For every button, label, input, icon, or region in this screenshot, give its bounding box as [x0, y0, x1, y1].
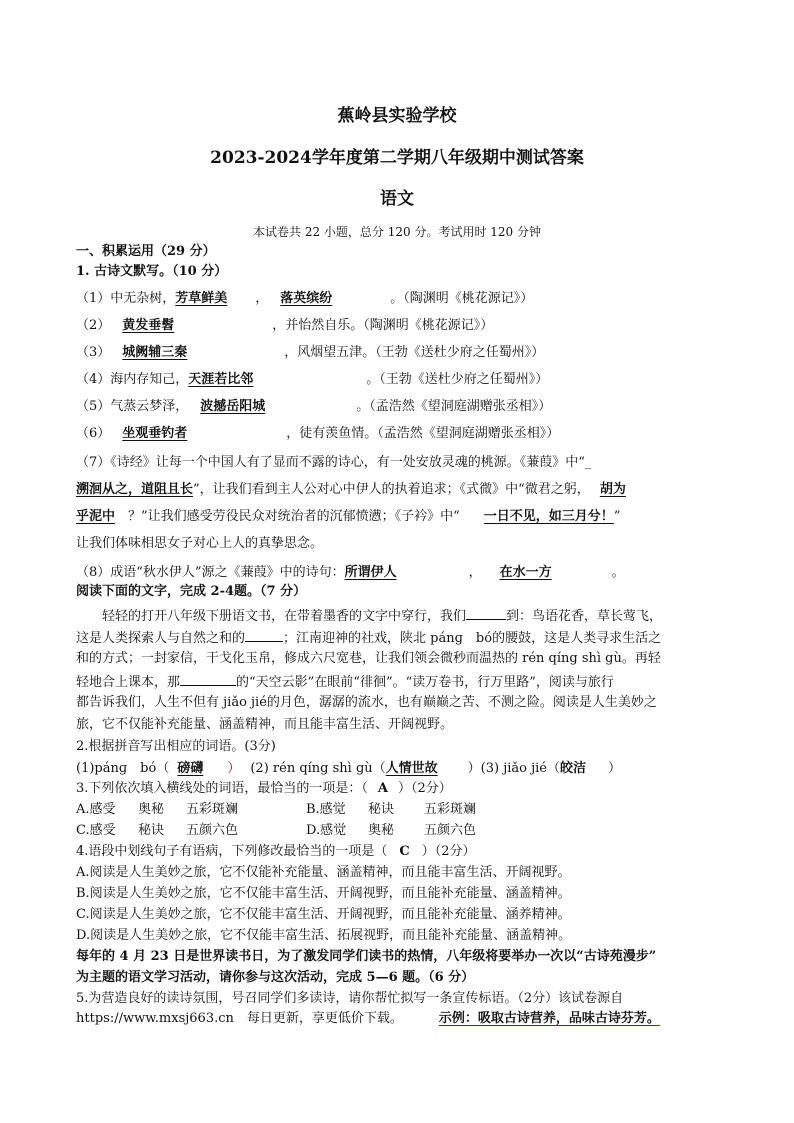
- answer: 波撼岳阳城: [200, 399, 266, 414]
- q5-title: 5.为营造良好的读诗氛围，号召同学们多读诗，请你帮忙拟写一条宣传标语。（2分）该试卷源自: [76, 991, 624, 1006]
- reading-para-line6: 旅，它不仅能补充能量、涵盖精神，而且能丰富生活、开阔视野。: [76, 717, 454, 732]
- q2-answers: (1)pánɡ bó（ 磅礴 ） (2) rén qíng shì gù（人情世故 ）(3) jiǎo jié（皎洁 ）: [76, 761, 621, 776]
- answer: 芳草鲜美: [175, 291, 228, 306]
- reading-para-line5: 都告诉我们，人生不但有 jiǎo jié的月色，潺潺的流水，也有巅巅之苦、不测之险。阅读是人生美妙之: [76, 695, 657, 710]
- q1-item-1: （1）中无杂树，芳草鲜美 ， 落英缤纷 。（陶渊明《桃花源记》）: [76, 289, 736, 309]
- q4-option-b: B.阅读是人生美妙之旅，它不仅能丰富生活、开阔视野，而且能补充能量、涵盖精神。: [76, 886, 571, 901]
- answer: 示例：吸取古诗营养，品味古诗芬芳。: [438, 1011, 660, 1026]
- q4-option-c: C.阅读是人生美妙之旅，它不仅能丰富生活、开阔视野，而且能补充能量、涵养精神。: [76, 907, 571, 922]
- answer: 坐观垂钓者: [122, 426, 188, 441]
- q1-item-7-line3: 乎泥中 ？”让我们感受劳役民众对统治者的沉郁愤懑；《子衿》中“ 一日不见，如三月兮！”: [76, 509, 621, 524]
- subject-title: 语文: [380, 189, 414, 209]
- school-title: 蕉岭县实验学校: [337, 106, 457, 126]
- q1-title: 1. 古诗文默写。（10 分）: [76, 264, 228, 279]
- answer: 天涯若比邻: [188, 372, 254, 387]
- q4-option-d: D.阅读是人生美妙之旅，它不仅能丰富生活、拓展视野，而且能补充能量、涵盖精神。: [76, 928, 572, 943]
- q3-options-row1: A.感受 奥秘 五彩斑斓 B.感觉 秘诀 五彩斑斓: [76, 802, 477, 817]
- activity-intro-2: 为主题的语文学习活动，请你参与这次活动，完成 5—6 题。（6 分）: [76, 970, 475, 985]
- answer: 所谓伊人: [344, 565, 397, 580]
- q3-options-row2: C.感受 秘诀 五颜六色 D.感觉 奥秘 五颜六色: [76, 823, 477, 838]
- exam-note: 本试卷共 22 小题，总分 120 分。考试用时 120 分钟: [253, 225, 541, 239]
- q5-answer-line: https://www.mxsj663.cn 每日更新，享更低价下载。 示例：吸取古诗营养，品味古诗芬芳。: [76, 1011, 660, 1026]
- reading-para-line3: 和的方式；一封家信，干戈化玉帛，修成六尺宽巷，让我们领会微秒而温热的 rén qíng shì gù。再轻: [76, 651, 661, 666]
- answer: 黄发垂髫: [122, 318, 175, 333]
- q1-item-7-line4: 让我们体味相思女子对心上人的真挚思念。: [76, 536, 324, 551]
- q1-item-7-line2: 溯洄从之，道阻且长”，让我们看到主人公对心中伊人的执着追求；《式微》中“微君之躬， 胡为: [76, 482, 626, 497]
- section1-title: 一、积累运用（29 分）: [76, 244, 216, 259]
- q1-item-7-line1: （7）《诗经》让每一个中国人有了显而不露的诗心，有一处安放灵魂的桃源。《蒹葭》中“_: [76, 455, 592, 470]
- q4-title: 4.语段中划线句子有语病，下列修改最恰当的一项是（ C ）（2分）: [76, 844, 476, 859]
- q1-item-4: （4）海内存知己，天涯若比邻 。（王勃《送杜少府之任蜀州》）: [76, 370, 736, 390]
- q1-item-8: （8）成语“秋水伊人”源之《蒹葭》中的诗句：所谓伊人 ， 在水一方 。: [76, 563, 736, 583]
- reading-para-line2: 这是人类探索人与自然之和的 ；江南迎神的社戏，陕北 pánɡ bó的腰鼓，这是人类寻求生活之: [76, 627, 736, 649]
- reading-para-line4: 轻地合上课本，那 的“天空云影”在眼前“徘徊”。“读万卷书，行万里路”，阅读与旅行: [76, 671, 736, 693]
- answer: 落英缤纷: [280, 291, 333, 306]
- q4-option-a: A.阅读是人生美妙之旅，它不仅能补充能量、涵盖精神，而且能丰富生活、开阔视野。: [76, 865, 571, 880]
- answer: 城阙辅三秦: [122, 345, 188, 360]
- answer: 在水一方: [499, 565, 552, 580]
- q1-item-6: （6） 坐观垂钓者 ，徒有羡鱼情。（孟浩然《望洞庭湖赠张丞相》）: [76, 424, 736, 444]
- reading-intro: 阅读下面的文字，完成 2-4题。（7 分）: [76, 584, 307, 599]
- activity-intro-1: 每年的 4 月 23 日是世界读书日，为了激发同学们读书的热情，八年级将要举办一次以“古诗苑漫步”: [76, 949, 657, 964]
- reading-para-line1: 轻轻的打开八年级下册语文书，在带着墨香的文字中穿行，我们 到：鸟语花香，草长莺飞，: [76, 605, 736, 627]
- q2-title: 2.根据拼音写出相应的词语。(3分): [76, 739, 276, 754]
- q1-item-2: （2） 黄发垂髫 ，并怡然自乐。（陶渊明《桃花源记》）: [76, 316, 736, 336]
- exam-title: 2023-2024学年度第二学期八年级期中测试答案: [210, 148, 584, 168]
- q1-item-5: （5）气蒸云梦泽， 波撼岳阳城 。（孟浩然《望洞庭湖赠张丞相》）: [76, 397, 736, 417]
- q1-item-3: （3） 城阙辅三秦 ，风烟望五津。（王勃《送杜少府之任蜀州》）: [76, 343, 736, 363]
- q3-title: 3.下列依次填入横线处的词语，最恰当的一项是：（ A ）（2分）: [76, 781, 452, 796]
